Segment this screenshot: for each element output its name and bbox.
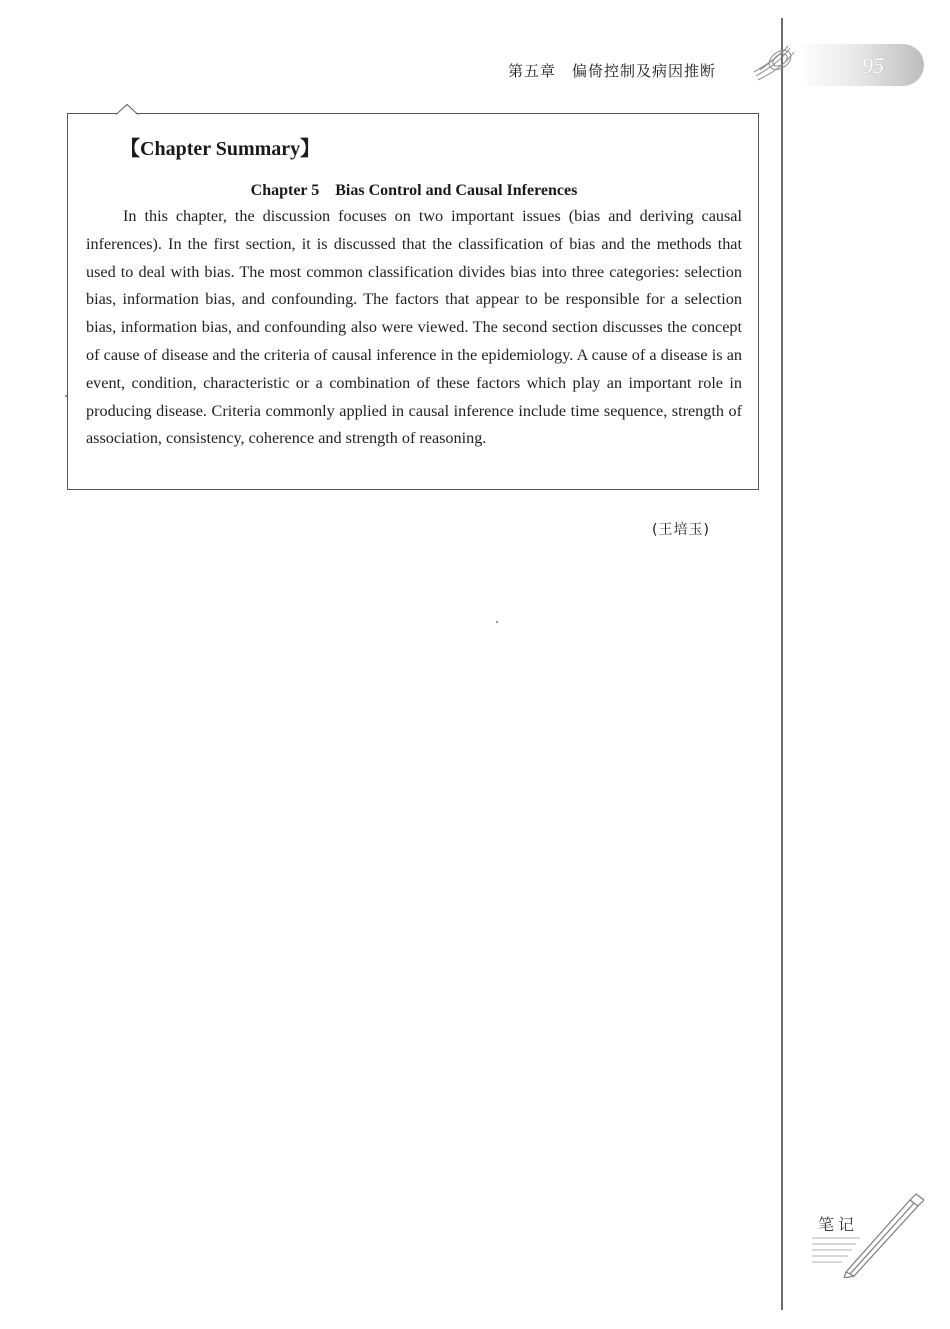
chapter-summary-label: 【Chapter Summary】 bbox=[120, 138, 321, 160]
box-notch bbox=[116, 104, 138, 115]
swirl-icon bbox=[750, 40, 798, 84]
speck bbox=[65, 395, 67, 397]
notes-label: 笔记 bbox=[818, 1215, 859, 1234]
page-number-tab bbox=[798, 44, 924, 86]
speck bbox=[496, 621, 498, 623]
summary-paragraph: In this chapter, the discussion focuses on two important issues (bias and deriving causal inferences). In the first section, it is discussed that the classification of bias and the methods that used to deal with bias. The most common classification divides bias into three categories: selection bias, information bias, and confounding. The factors that appear to be responsible for a selection bias, information bias, and confounding also were viewed. The second section discusses the concept of cause of disease and the criteria of causal inference in the epidemiology. A cause of a disease is an event, condition, characteristic or a combination of these factors which play an important role in producing disease. Criteria commonly applied in causal inference include time sequence, strength of association, consistency, coherence and strength of reasoning. bbox=[86, 207, 742, 448]
chapter-summary-box bbox=[67, 113, 759, 490]
running-header: 第五章 偏倚控制及病因推断 bbox=[508, 62, 717, 80]
author-credit: (王培玉) bbox=[652, 522, 710, 538]
page-edge-line bbox=[781, 18, 783, 1310]
chapter-title: Chapter 5 Bias Control and Causal Inferences bbox=[250, 182, 578, 199]
page-number: 95 bbox=[862, 53, 884, 78]
pencil-icon bbox=[838, 1192, 924, 1278]
